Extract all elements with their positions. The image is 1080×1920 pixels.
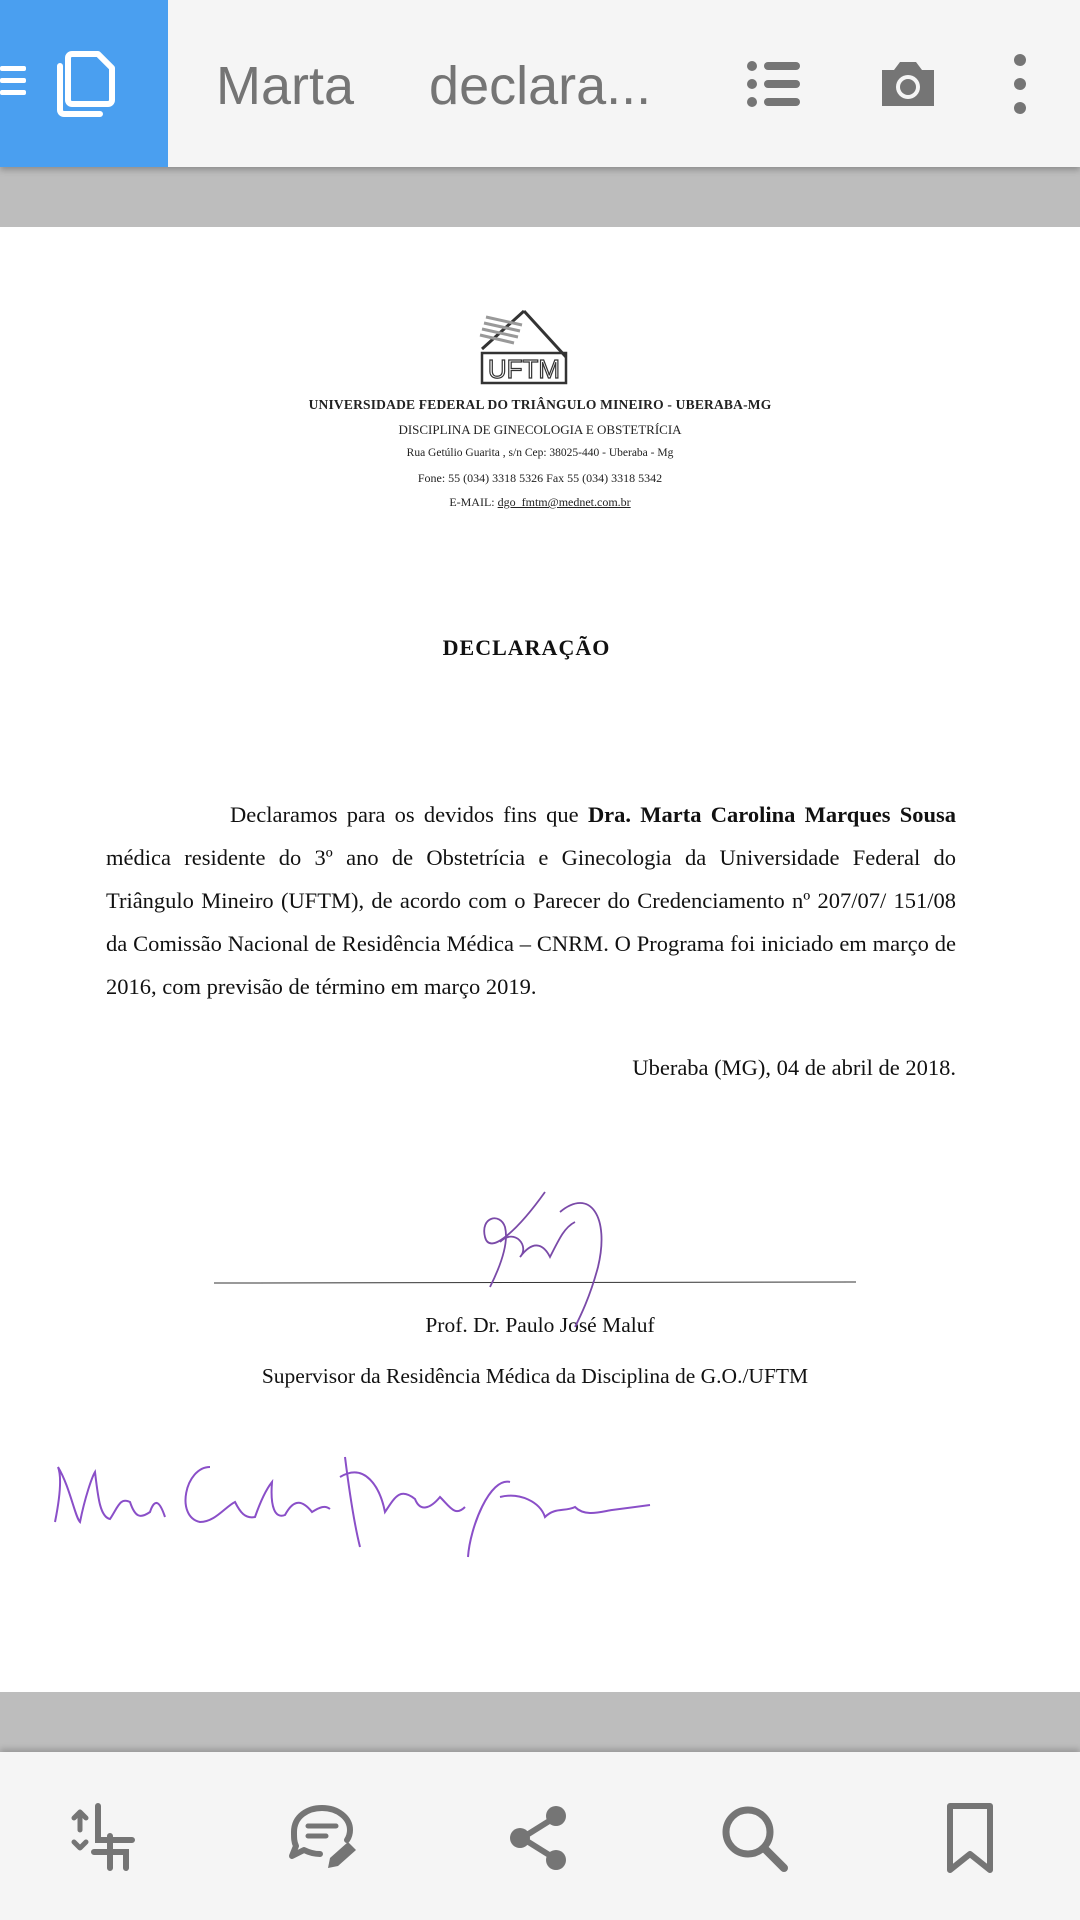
declaration-body: Declaramos para os devidos fins que Dra. Marta Carolina Marques Sousa médica residente do 3º ano de Obstetrícia e Ginecologia da Universidade Federal do Triângulo Mineiro (UFTM), de acordo com o Parecer do Credenciamento nº 207/07/ 151/08 da Comissão Nacional de Residência Médica – CNRM. O Programa foi iniciado em março de 2016, com previsão de término em março 2019. [106,802,956,999]
document-tab[interactable] [0,0,168,167]
signatory-role: Supervisor da Residência Médica da Disciplina de G.O./UFTM [261,1364,809,1388]
comment-edit-icon[interactable] [286,1802,358,1874]
menu-icon[interactable] [0,66,26,98]
date-line: Uberaba (MG), 04 de abril de 2018. [632,1055,956,1080]
pages-icon[interactable] [54,50,116,118]
list-icon[interactable] [744,54,804,114]
more-vert-icon[interactable] [1000,54,1040,114]
declaration-title: DECLARAÇÃO [442,635,611,660]
header-address: Rua Getúlio Guarita , s/n Cep: 38025-440 - Uberaba - Mg [406,447,674,459]
header-discipline: DISCIPLINA DE GINECOLOGIA E OBSTETRÍCIA [398,422,682,437]
signature-line [214,1281,856,1283]
header-phone: Fone: 55 (034) 3318 5326 Fax 55 (034) 3318 5342 [417,471,663,485]
camera-icon[interactable] [878,54,938,114]
header-university: UNIVERSIDADE FEDERAL DO TRIÂNGULO MINEIRO - UBERABA-MG [308,397,772,412]
bookmark-icon[interactable] [934,1802,1006,1874]
header-email: E-MAIL: dgo_fmtm@mednet.com.br [449,495,631,509]
svg-text:UFTM: UFTM [487,354,561,384]
email-link[interactable]: dgo_fmtm@mednet.com.br [497,495,631,509]
search-icon[interactable] [718,1802,790,1874]
resident-name: Dra. Marta Carolina Marques Sousa [587,802,956,827]
uftm-logo [474,309,570,387]
bottom-toolbar [0,1752,1080,1920]
handwritten-signature [55,1457,650,1557]
document-title: Marta declara... [216,56,652,116]
crop-rotate-icon[interactable] [70,1802,142,1874]
signatory-name: Prof. Dr. Paulo José Maluf [425,1313,655,1337]
supervisor-signature [484,1192,601,1327]
share-icon[interactable] [502,1802,574,1874]
top-app-bar [0,0,1080,167]
document-page[interactable] [0,227,1080,1692]
